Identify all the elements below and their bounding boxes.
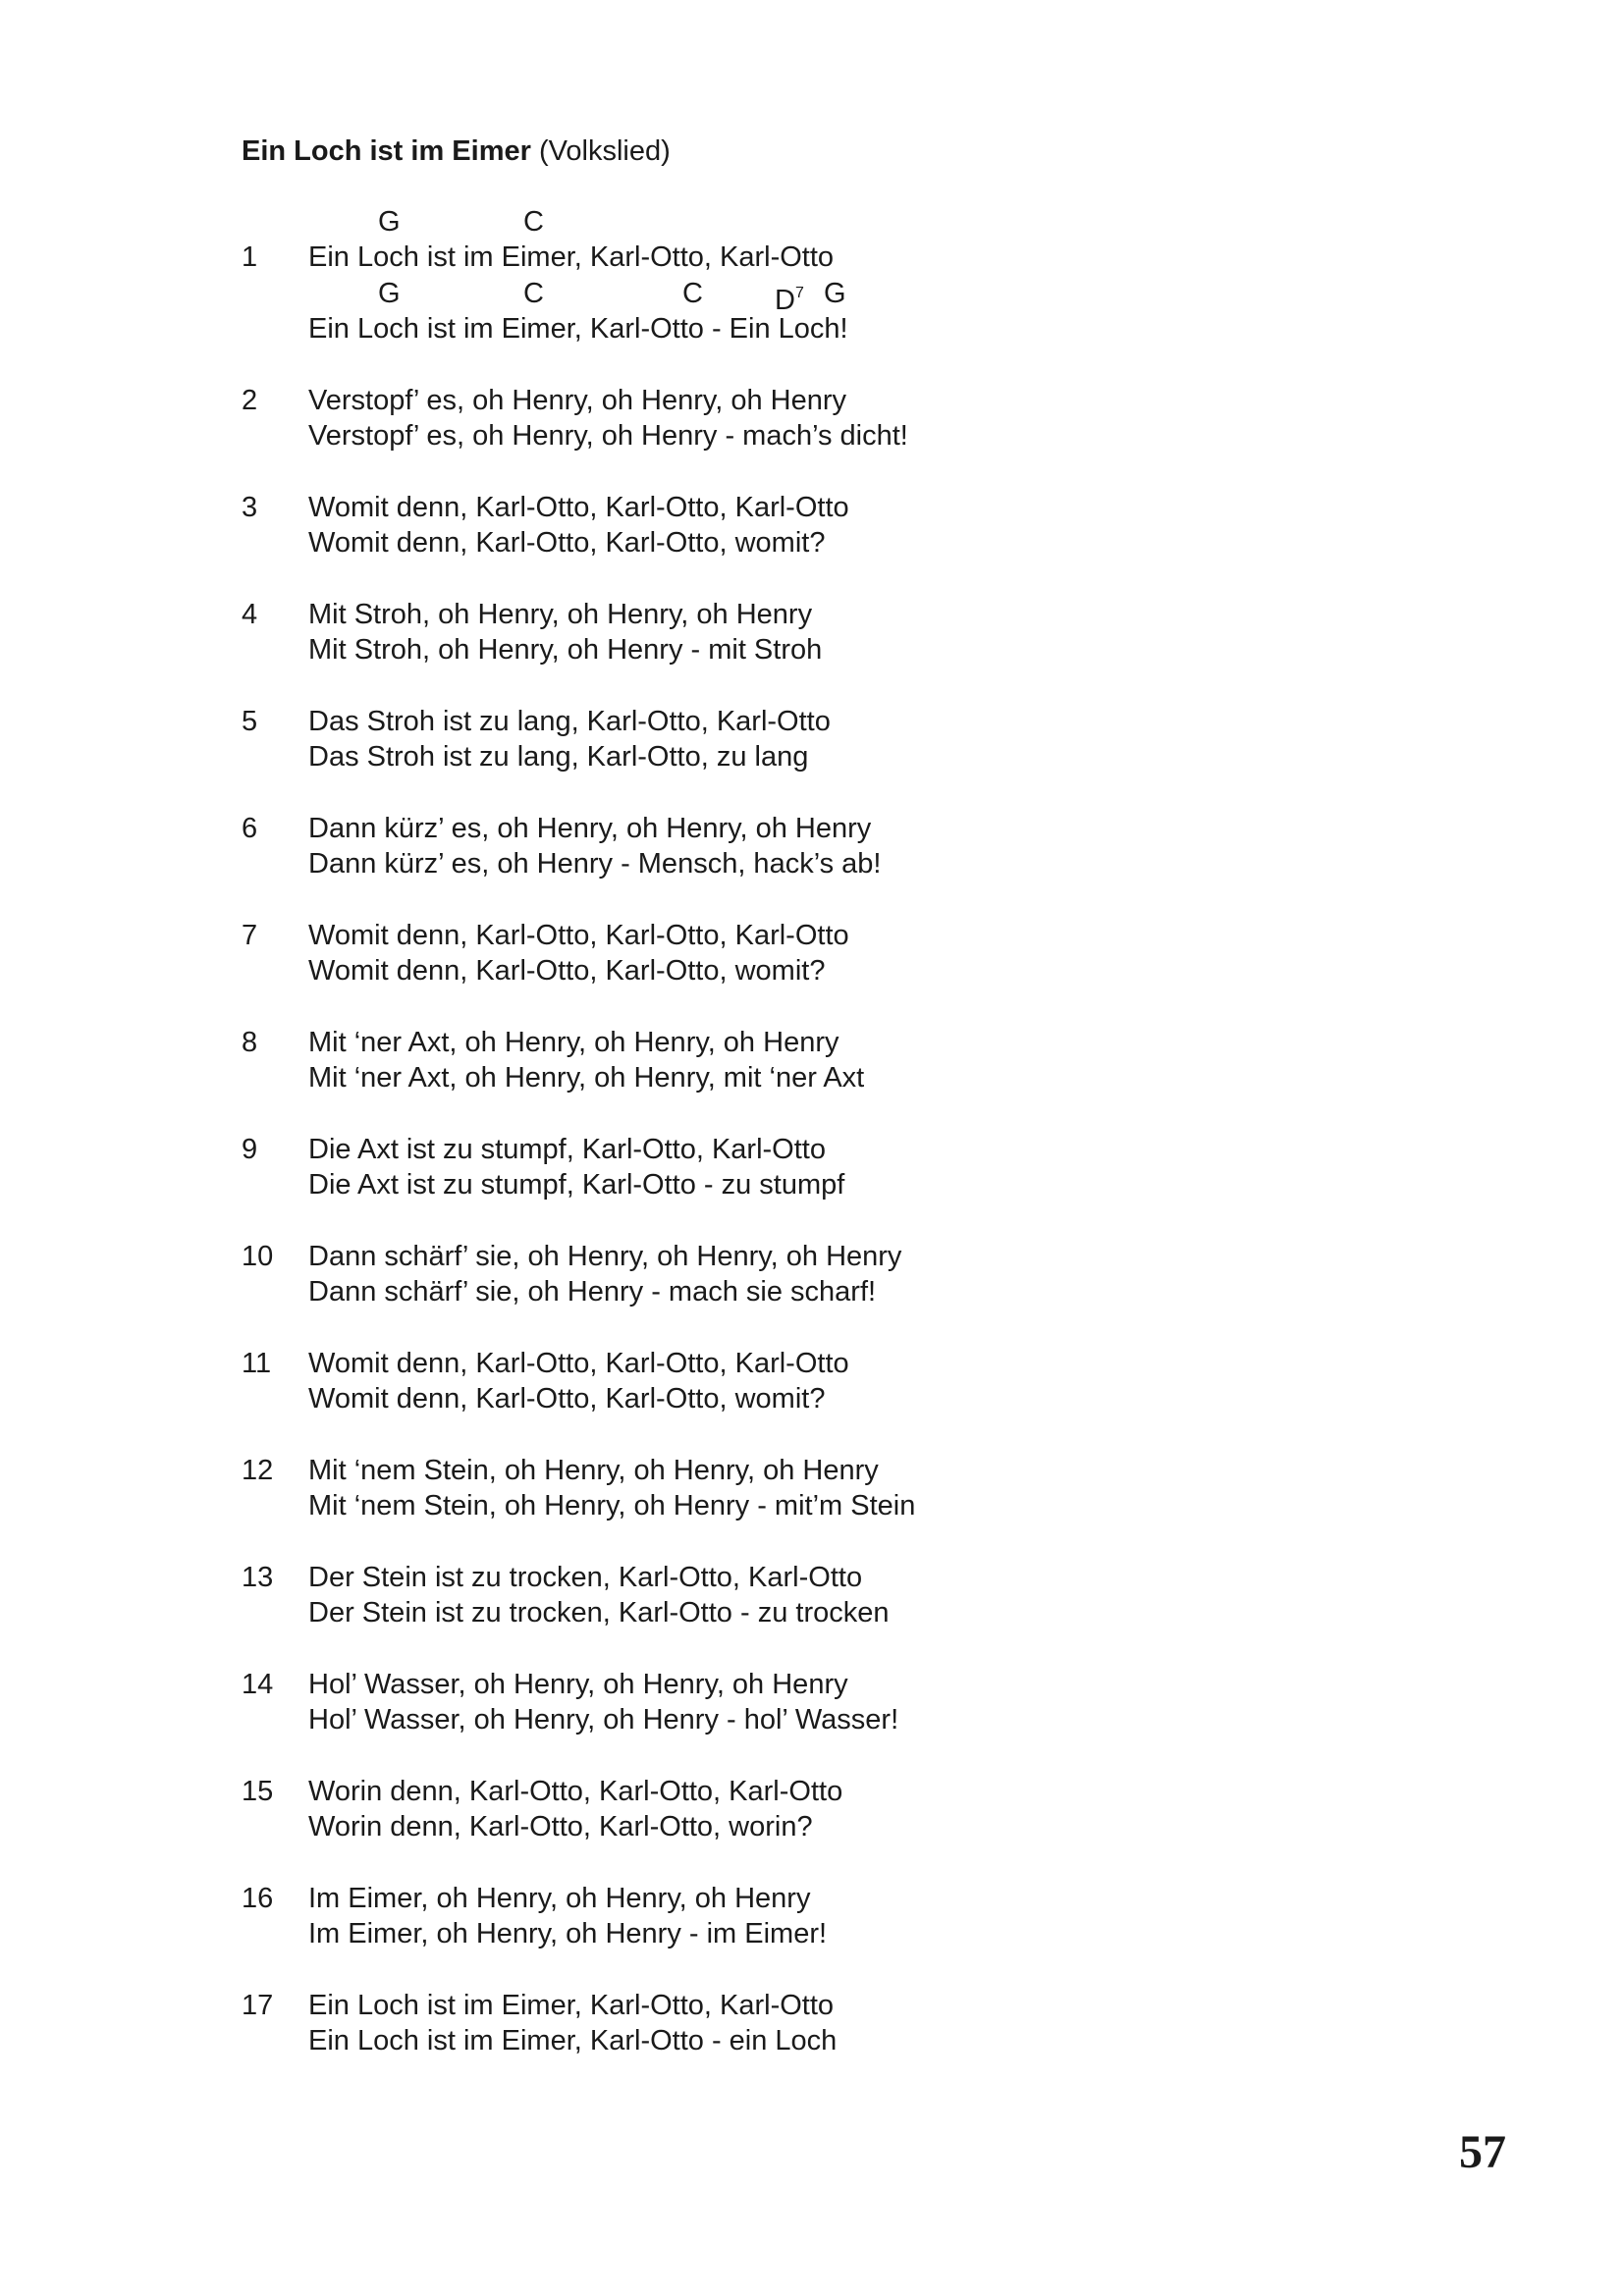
verse-line: Worin denn, Karl-Otto, Karl-Otto, Karl-Otto [308, 1776, 843, 1807]
verse-line: Das Stroh ist zu lang, Karl-Otto, Karl-Otto [308, 706, 831, 737]
verse-line: Ein Loch ist im Eimer, Karl-Otto, Karl-Otto [308, 241, 835, 273]
verse-number: 15 [242, 1776, 274, 1807]
verse-line: Mit ‘ner Axt, oh Henry, oh Henry, mit ‘ner Axt [308, 1062, 865, 1094]
chord-root: D [775, 285, 795, 316]
chord: C [523, 206, 544, 238]
verse-line: Verstopf’ es, oh Henry, oh Henry, oh Henry [308, 385, 847, 416]
page-number: 57 [1459, 2126, 1506, 2178]
verse-line: Womit denn, Karl-Otto, Karl-Otto, Karl-Otto [308, 920, 849, 951]
verse-number: 12 [242, 1455, 274, 1486]
verse-line: Worin denn, Karl-Otto, Karl-Otto, worin? [308, 1811, 813, 1842]
verse-number: 10 [242, 1241, 274, 1272]
verse-line: Mit ‘nem Stein, oh Henry, oh Henry, oh Henry [308, 1455, 879, 1486]
verse-line: Mit ‘nem Stein, oh Henry, oh Henry - mit’m Stein [308, 1490, 916, 1522]
verse-number: 1 [242, 241, 258, 273]
chord-line-1 [0, 204, 982, 240]
verse-line: Die Axt ist zu stumpf, Karl-Otto, Karl-Otto [308, 1134, 826, 1165]
verse-line: Dann kürz’ es, oh Henry - Mensch, hack’s ab! [308, 848, 882, 880]
verse-line: Im Eimer, oh Henry, oh Henry, oh Henry [308, 1883, 811, 1914]
song-title-main: Ein Loch ist im Eimer [242, 135, 531, 167]
chord: G [378, 278, 401, 309]
verse-line: Womit denn, Karl-Otto, Karl-Otto, Karl-Otto [308, 492, 849, 523]
chord: C [682, 278, 703, 309]
verse-number: 17 [242, 1990, 274, 2021]
verse-number: 4 [242, 599, 258, 630]
chord: G [824, 278, 846, 309]
song-title [242, 132, 671, 171]
verse-line: Mit ‘ner Axt, oh Henry, oh Henry, oh Henry [308, 1027, 839, 1058]
verse-line: Im Eimer, oh Henry, oh Henry - im Eimer! [308, 1918, 828, 1949]
verse-line: Verstopf’ es, oh Henry, oh Henry - mach’s dicht! [308, 420, 908, 452]
verse-number: 2 [242, 385, 258, 416]
verse-line: Womit denn, Karl-Otto, Karl-Otto, Karl-Otto [308, 1348, 849, 1379]
verse-line: Dann schärf’ sie, oh Henry - mach sie scharf! [308, 1276, 877, 1308]
verse-number: 9 [242, 1134, 258, 1165]
verse-number: 13 [242, 1562, 274, 1593]
verse-line: Womit denn, Karl-Otto, Karl-Otto, womit? [308, 1383, 826, 1415]
verse-number: 14 [242, 1669, 274, 1700]
verse-line: Der Stein ist zu trocken, Karl-Otto, Karl-Otto [308, 1562, 863, 1593]
chord: G [378, 206, 401, 238]
verse-line: Hol’ Wasser, oh Henry, oh Henry - hol’ Wasser! [308, 1704, 899, 1735]
verse-line: Womit denn, Karl-Otto, Karl-Otto, womit? [308, 955, 826, 987]
verse-line: Ein Loch ist im Eimer, Karl-Otto - Ein Loch! [308, 313, 848, 345]
verse-line: Ein Loch ist im Eimer, Karl-Otto, Karl-Otto [308, 1990, 835, 2021]
verse-line: Mit Stroh, oh Henry, oh Henry, oh Henry [308, 599, 813, 630]
verse-line: Mit Stroh, oh Henry, oh Henry - mit Stroh [308, 634, 823, 666]
verse-line: Die Axt ist zu stumpf, Karl-Otto - zu stumpf [308, 1169, 845, 1201]
chord: C [523, 278, 544, 309]
verse-line: Der Stein ist zu trocken, Karl-Otto - zu trocken [308, 1597, 890, 1629]
verse-line: Ein Loch ist im Eimer, Karl-Otto - ein Loch [308, 2025, 838, 2056]
verse-line: Hol’ Wasser, oh Henry, oh Henry, oh Henry [308, 1669, 848, 1700]
chord-line-2 [0, 276, 982, 316]
song-title-sub: (Volkslied) [538, 135, 671, 167]
verse-number: 11 [242, 1348, 272, 1379]
verse-number: 8 [242, 1027, 258, 1058]
verse-line: Dann schärf’ sie, oh Henry, oh Henry, oh Henry [308, 1241, 902, 1272]
verse-number: 16 [242, 1883, 274, 1914]
chord-extension: 7 [794, 285, 804, 301]
verse-line: Das Stroh ist zu lang, Karl-Otto, zu lang [308, 741, 809, 773]
verse-line: Dann kürz’ es, oh Henry, oh Henry, oh Henry [308, 813, 872, 844]
verse-number: 6 [242, 813, 258, 844]
verse-number: 3 [242, 492, 258, 523]
verse-line: Womit denn, Karl-Otto, Karl-Otto, womit? [308, 527, 826, 559]
verse-number: 7 [242, 920, 258, 951]
verse-number: 5 [242, 706, 258, 737]
